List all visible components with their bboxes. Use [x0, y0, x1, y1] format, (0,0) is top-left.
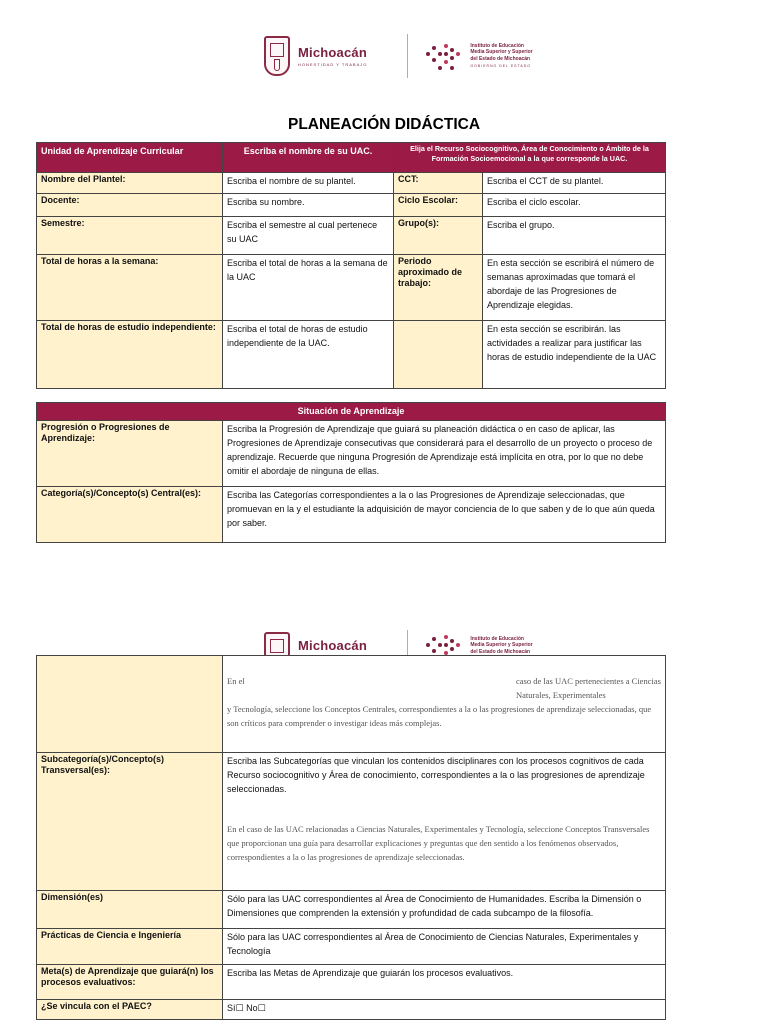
- conceptos-text-b: caso de las UAC pertenecientes a Ciencias Naturales, Experimentales: [516, 676, 661, 700]
- table-row: [37, 753, 666, 891]
- uac-header-label: Unidad de Aprendizaje Curricular: [37, 143, 223, 173]
- recurso-selector-field[interactable]: Elija el Recurso Sociocognitivo, Área de Conocimiento o Ámbito de la Formación Socioemocional a la que corresponde la UAC.: [394, 143, 666, 173]
- metas-field[interactable]: Escriba las Metas de Aprendizaje que guiarán los procesos evaluativos.: [223, 965, 666, 1000]
- document-title: PLANEACIÓN DIDÁCTICA: [287, 116, 481, 133]
- brand-name: Michoacán: [298, 45, 367, 60]
- ciclo-escolar-label: Ciclo Escolar:: [394, 194, 483, 217]
- docente-field[interactable]: Escriba su nombre.: [223, 194, 394, 217]
- grupo-field[interactable]: Escriba el grupo.: [483, 217, 666, 255]
- table-row: [37, 255, 666, 321]
- horas-independiente-field[interactable]: Escriba el total de horas de estudio independiente de la UAC.: [223, 321, 394, 389]
- actividades-field[interactable]: En esta sección se escribirán. las actividades a realizar para justificar las horas de estudio independiente de la UAC: [483, 321, 666, 389]
- practicas-field[interactable]: Sólo para las UAC correspondientes al Área de Conocimiento de Ciencias Naturales, Experimentales y Tecnología: [223, 929, 666, 965]
- paec-checkboxes[interactable]: Sí☐ No☐: [223, 1000, 666, 1020]
- conceptos-transversales-text: En el caso de las UAC relacionadas a Ciencias Naturales, Experimentales y Tecnología, seleccione Conceptos Transversales que proporcionan una guía para desarrollar explicaciones y preguntas que den sentido a los fenómenos observados, correspondientes a la o las progresiones de aprendizaje seleccionadas.: [227, 824, 650, 862]
- cct-field[interactable]: Escriba el CCT de su plantel.: [483, 173, 666, 194]
- michoacan-shield-icon: [264, 36, 290, 76]
- table-row: [37, 217, 666, 255]
- periodo-label: Periodo aproximado de trabajo:: [394, 255, 483, 321]
- table-row: [37, 656, 666, 753]
- practicas-label: Prácticas de Ciencia e Ingeniería: [37, 929, 223, 965]
- periodo-field[interactable]: En esta sección se escribirá el número de semanas aproximadas que tomará el abordaje de las Progresiones de Aprendizaje elegidas.: [483, 255, 666, 321]
- semestre-label: Semestre:: [37, 217, 223, 255]
- conceptos-text-c: y Tecnología, seleccione los Conceptos Centrales, correspondientes a la o las progresiones de aprendizaje seleccionadas, que son críticos para comprender o investigar ideas más complejas.: [227, 704, 652, 728]
- plantel-label: Nombre del Plantel:: [37, 173, 223, 194]
- brand-tagline: HONESTIDAD Y TRABAJO: [298, 62, 368, 67]
- conceptos-centrales-field[interactable]: [223, 656, 666, 753]
- paec-label: ¿Se vincula con el PAEC?: [37, 1000, 223, 1020]
- ciclo-escolar-field[interactable]: Escriba el ciclo escolar.: [483, 194, 666, 217]
- table-row: [37, 1000, 666, 1020]
- horas-semana-field[interactable]: Escriba el total de horas a la semana de la UAC: [223, 255, 394, 321]
- horas-semana-label: Total de horas a la semana:: [37, 255, 223, 321]
- uac-name-field[interactable]: Escriba el nombre de su UAC.: [223, 143, 394, 173]
- subcategorias-field[interactable]: [223, 753, 666, 891]
- subcategorias-text: Escriba las Subcategorías que vinculan los contenidos disciplinares con los procesos cognitivos de cada Recurso sociocognitivo y Área de conocimiento, correspondientes a la o las progresiones de aprendizaje seleccionadas.: [227, 756, 645, 794]
- conceptos-line-1: [227, 674, 661, 702]
- table-row: [37, 421, 666, 487]
- dimensiones-label: Dimensión(es): [37, 891, 223, 929]
- cct-label: CCT:: [394, 173, 483, 194]
- metas-label: Meta(s) de Aprendizaje que guiará(n) los procesos evaluativos:: [37, 965, 223, 1000]
- general-info-table: [36, 142, 666, 389]
- plantel-field[interactable]: Escriba el nombre de su plantel.: [223, 173, 394, 194]
- table-row: [37, 965, 666, 1000]
- semestre-field[interactable]: Escriba el semestre al cual pertenece su UAC: [223, 217, 394, 255]
- situacion-aprendizaje-header: Situación de Aprendizaje: [37, 403, 666, 421]
- institute-line-2: Media Superior y Superior: [470, 642, 533, 648]
- table-row: [37, 487, 666, 543]
- institute-line-4: GOBIERNO DEL ESTADO: [470, 64, 531, 68]
- horas-independiente-label: Total de horas de estudio independiente:: [37, 321, 223, 389]
- brand-name: Michoacán: [298, 638, 367, 653]
- logo-divider: [407, 34, 408, 78]
- institute-name: [470, 43, 532, 70]
- institute-line-1: Instituto de Educación: [470, 42, 524, 49]
- table-row: [37, 173, 666, 194]
- dimensiones-field[interactable]: Sólo para las UAC correspondientes al Área de Conocimiento de Humanidades. Escriba la Dimensión o Dimensiones que comprenden la extensión y profundidad de cada subcampo de la filosofía.: [223, 891, 666, 929]
- conceptos-text-a: En el: [227, 676, 245, 686]
- institute-line-3: del Estado de Michoacán: [470, 648, 531, 655]
- table-header-row: [37, 143, 666, 173]
- table-row: [37, 891, 666, 929]
- categorias-label: Categoría(s)/Concepto(s) Central(es):: [37, 487, 223, 543]
- iemsysem-dots-icon: [422, 38, 462, 74]
- progresiones-label: Progresión o Progresiones de Aprendizaje:: [37, 421, 223, 487]
- institute-line-3: del Estado de Michoacán: [470, 55, 531, 62]
- docente-label: Docente:: [37, 194, 223, 217]
- progresiones-field[interactable]: Escriba la Progresión de Aprendizaje que guiará su planeación didáctica o en caso de aplicar, las Progresiones de Aprendizaje consecutivas que considerará para el desarrollo de un proyecto o proceso de aprendizaje. Recuerde que ninguna Progresión de Aprendizaje está implícita en otra, por lo que no debe omitir el abordaje de ninguna de ellas.: [223, 421, 666, 487]
- grupo-label: Grupo(s):: [394, 217, 483, 255]
- subcategorias-label: Subcategoría(s)/Concepto(s) Transversal(es):: [37, 753, 223, 891]
- conceptos-table: [36, 655, 666, 1020]
- table-row: [37, 194, 666, 217]
- institute-line-1: Instituto de Educación: [470, 635, 524, 642]
- categorias-field[interactable]: Escriba las Categorías correspondientes a la o las Progresiones de Aprendizaje seleccionadas, que promuevan en la y el estudiante la adquisición de mayor conciencia de lo que saben y de lo que aún queda por saber.: [223, 487, 666, 543]
- header-logos: [264, 28, 533, 84]
- conceptos-centrales-label: [37, 656, 223, 753]
- actividades-label: [394, 321, 483, 389]
- table-header-row: [37, 403, 666, 421]
- institute-line-2: Media Superior y Superior: [470, 49, 533, 55]
- table-row: [37, 929, 666, 965]
- situacion-aprendizaje-table: [36, 402, 666, 543]
- table-row: [37, 321, 666, 389]
- michoacan-brand: [298, 45, 367, 67]
